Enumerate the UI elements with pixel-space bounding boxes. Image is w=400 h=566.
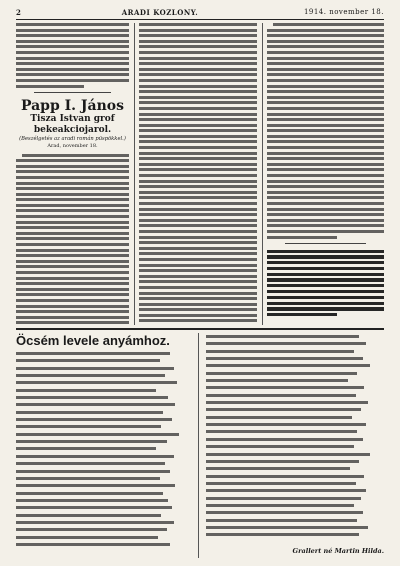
headline-name: Papp I. János [20, 97, 125, 114]
column-divider [134, 23, 135, 325]
headline-subtitle: Tisza Istvan grof bekeakciojarol. [30, 113, 115, 135]
issue-date: 1914. november 18. [303, 8, 384, 16]
page-header [16, 6, 384, 18]
article-body-text [267, 23, 384, 239]
column-1 [16, 23, 129, 325]
header-rule [16, 19, 384, 20]
column-divider [262, 23, 263, 325]
poem-section [16, 333, 384, 562]
column-divider [198, 333, 199, 558]
column-2 [139, 23, 257, 325]
article-separator [34, 92, 111, 93]
article-continued-text [16, 23, 129, 88]
article-body-text [16, 154, 129, 325]
newspaper-title: ARADI KOZLONY. [121, 7, 199, 17]
newspaper-page [16, 6, 384, 562]
bold-notice [267, 250, 384, 317]
section-rule [16, 328, 384, 330]
article-body-text [139, 23, 257, 325]
article-headline [16, 99, 129, 150]
notice-separator [285, 243, 366, 244]
poem-author: Grallert né Martin Hilda. [292, 547, 384, 555]
poem-title: Öcsém levele anyámhoz. [16, 333, 170, 348]
headline-deck: (Beszélgetés az aradi román püspökkel.) [19, 135, 126, 142]
poem-stanzas-right [206, 335, 384, 541]
page-number: 2 [16, 7, 22, 17]
article-byline: Arad, november 18. [47, 142, 98, 149]
poem-stanzas-left [16, 352, 191, 550]
column-3 [267, 23, 384, 325]
